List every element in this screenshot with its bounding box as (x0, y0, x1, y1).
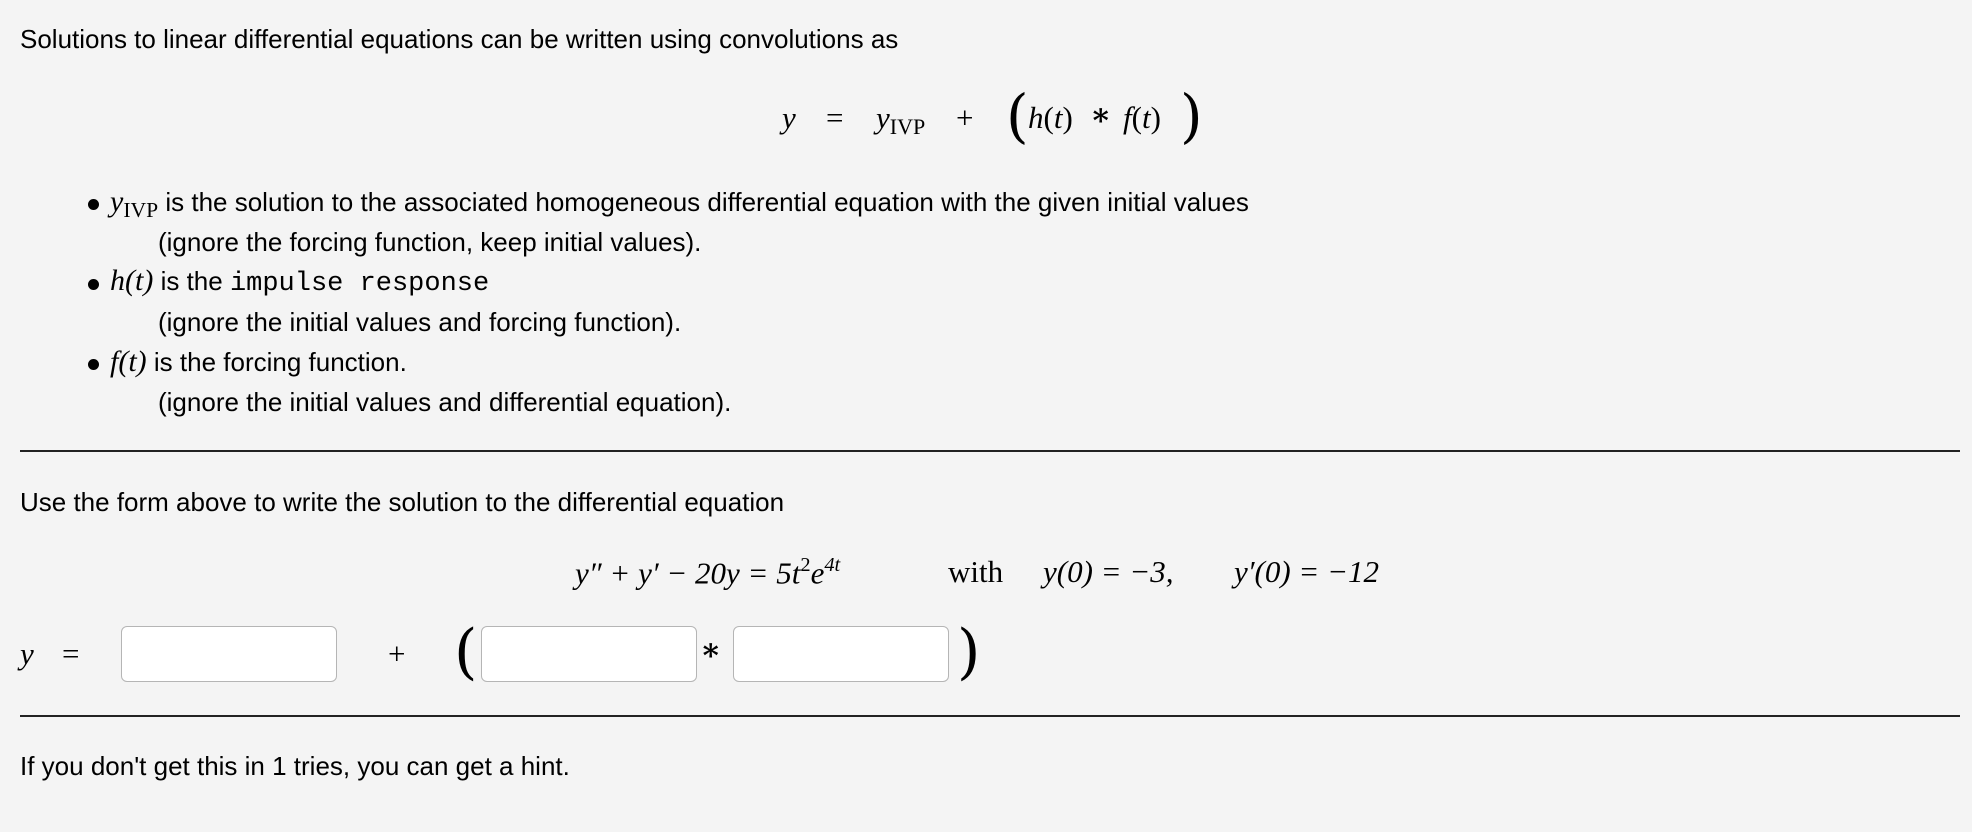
bullet-impulse-response (110, 265, 489, 300)
hint-text: If you don't get this in 1 tries, you can get a hint. (20, 751, 570, 781)
section-divider (20, 450, 1960, 452)
yivp-symbol: $y_{IVP}$ (110, 185, 159, 223)
yivp-description: is the solution to the associated homogeneous differential equation with the given initial values (165, 187, 1249, 217)
yivp-note: (ignore the forcing function, keep initial values). (158, 227, 702, 257)
answer-plus: + (388, 636, 406, 671)
impulse-text-prefix: is the (160, 266, 223, 296)
initial-condition-yprime0: y′(0) = −12 (1234, 554, 1380, 589)
y-ivp-input[interactable] (121, 626, 337, 682)
initial-condition-y0: y(0) = −3, (1043, 554, 1174, 589)
eq-plus: + (956, 100, 974, 135)
eq-equals: = (826, 100, 844, 135)
forcing-function-input[interactable] (733, 626, 949, 682)
impulse-response-code: impulse response (229, 269, 490, 299)
answer-lhs-y: y (20, 636, 34, 671)
eq-h-of-t: h(t) (1028, 100, 1073, 135)
problem-text: Use the form above to write the solution to the differential equation (20, 487, 785, 517)
bullet-yivp (110, 186, 1249, 226)
answer-convolution-star: ∗ (700, 632, 722, 667)
eq-f-of-t: f(t) (1123, 100, 1161, 135)
answer-left-paren: ( (454, 617, 478, 687)
eq-convolution-star: ∗ (1090, 97, 1112, 132)
answer-equals: = (62, 636, 80, 671)
forcing-note: (ignore the initial values and differential equation). (158, 387, 732, 417)
eq-lhs-y: y (782, 100, 796, 135)
differential-equation: $y'' + y' - 20y = 5t^2e^{4t}$ (575, 554, 841, 591)
impulse-response-input[interactable] (481, 626, 697, 682)
bullet-dot (88, 359, 99, 370)
impulse-note: (ignore the initial values and forcing function). (158, 307, 682, 337)
eq-y-ivp: $y_{IVP}$ (876, 100, 926, 140)
with-word: with (948, 554, 1004, 589)
forcing-description: is the forcing function. (153, 347, 407, 377)
eq-left-paren: ( (1006, 82, 1029, 150)
bullet-forcing-function (110, 346, 407, 378)
convolution-form-equation (780, 82, 1210, 150)
h-of-t-symbol: h(t) (110, 264, 154, 297)
bullet-dot (88, 199, 99, 210)
bullet-dot (88, 279, 99, 290)
f-of-t-symbol: f(t) (110, 345, 147, 378)
section-divider (20, 715, 1960, 717)
answer-right-paren: ) (957, 617, 981, 687)
eq-right-paren: ) (1180, 82, 1203, 150)
intro-text: Solutions to linear differential equations can be written using convolutions as (20, 24, 899, 54)
